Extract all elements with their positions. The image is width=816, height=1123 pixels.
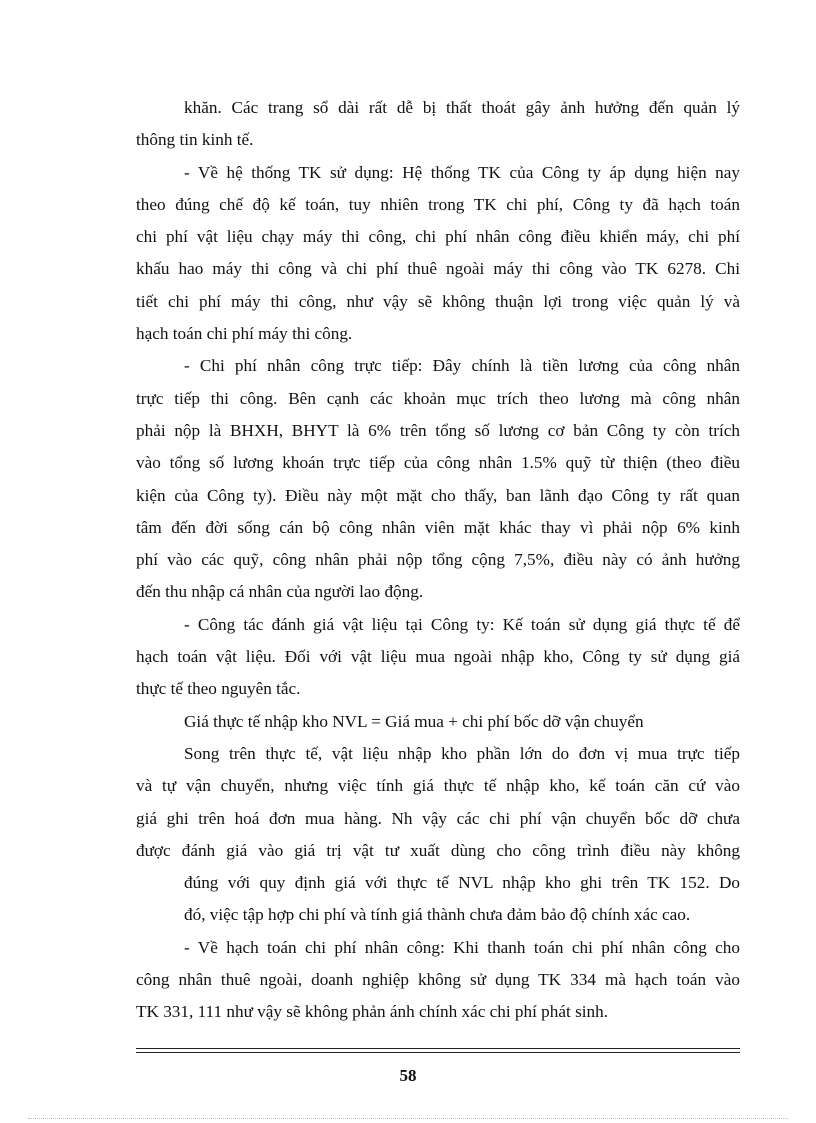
text-line: trực tiếp thi công. Bên cạnh các khoản mục trích theo lương mà công nhân <box>136 388 740 408</box>
text-line: đúng với quy định giá với thực tế NVL nhập kho ghi trên TK 152. Do <box>184 873 740 893</box>
text-line: công nhân thuê ngoài, doanh nghiệp không sử dụng TK 334 mà hạch toán vào <box>136 970 740 990</box>
text-line: - Công tác đánh giá vật liệu tại Công ty: Kế toán sử dụng giá thực tế để <box>184 614 740 634</box>
footer-double-rule <box>136 1048 740 1053</box>
text-line: thông tin kinh tế. <box>136 130 254 150</box>
text-line: TK 331, 111 như vậy sẽ không phản ánh chính xác chi phí phát sinh. <box>136 1002 609 1022</box>
text-line: tâm đến đời sống cán bộ công nhân viên mặt khác thay vì phải nộp 6% kinh <box>136 517 740 537</box>
text-line: theo đúng chế độ kế toán, tuy nhiên trong TK chi phí, Công ty đã hạch toán <box>136 194 740 214</box>
text-line: chi phí vật liệu chạy máy thi công, chi phí nhân công điều khiển máy, chi phí <box>136 227 740 247</box>
text-line: và tự vận chuyển, nhưng việc tính giá thực tế nhập kho, kế toán căn cứ vào <box>136 776 740 796</box>
text-line: được đánh giá vào giá trị vật tư xuất dùng cho công trình điều này không <box>136 840 740 860</box>
text-line: vào tổng số lương khoán trực tiếp của công nhân 1.5% quỹ từ thiện (theo điều <box>136 453 740 473</box>
text-line: khăn. Các trang sổ dài rất dễ bị thất thoát gây ảnh hưởng đến quản lý <box>184 98 740 117</box>
text-line: hạch toán chi phí máy thi công. <box>136 324 353 344</box>
page-number: 58 <box>399 1066 417 1085</box>
text-line: - Về hệ thống TK sử dụng: Hệ thống TK của Công ty áp dụng hiện nay <box>184 162 740 182</box>
text-line: thực tế theo nguyên tắc. <box>136 679 301 699</box>
text-line: Song trên thực tế, vật liệu nhập kho phần lớn do đơn vị mua trực tiếp <box>184 743 740 763</box>
text-line: phải nộp là BHXH, BHYT là 6% trên tổng số lương cơ bản Công ty còn trích <box>136 420 740 440</box>
text-line: - Về hạch toán chi phí nhân công: Khi thanh toán chi phí nhân công cho <box>184 937 740 957</box>
text-line: đến thu nhập cá nhân của người lao động. <box>136 582 424 602</box>
text-line: Giá thực tế nhập kho NVL = Giá mua + chi phí bốc dỡ vận chuyển <box>184 711 644 731</box>
text-line: giá ghi trên hoá đơn mua hàng. Nh vậy các chi phí vận chuyển bốc dỡ chưa <box>136 808 740 828</box>
text-line: kiện của Công ty). Điều này một mặt cho thấy, ban lãnh đạo Công ty rất quan <box>136 485 740 505</box>
text-line: đó, việc tập hợp chi phí và tính giá thành chưa đảm bảo độ chính xác cao. <box>184 905 691 925</box>
text-line: khấu hao máy thi công và chi phí thuê ngoài máy thi công vào TK 6278. Chi <box>136 259 740 279</box>
text-line: hạch toán vật liệu. Đối với vật liệu mua ngoài nhập kho, Công ty sử dụng giá <box>136 647 740 667</box>
body-text <box>136 92 740 1029</box>
text-line: tiết chi phí máy thi công, như vậy sẽ không thuận lợi trong việc quản lý và <box>136 291 740 311</box>
text-line: - Chi phí nhân công trực tiếp: Đây chính là tiền lương của công nhân <box>184 356 740 376</box>
text-line: phí vào các quỹ, công nhân phải nộp tổng cộng 7,5%, điều này có ảnh hưởng <box>136 550 740 570</box>
page-edge-dotted-line <box>28 1118 788 1119</box>
